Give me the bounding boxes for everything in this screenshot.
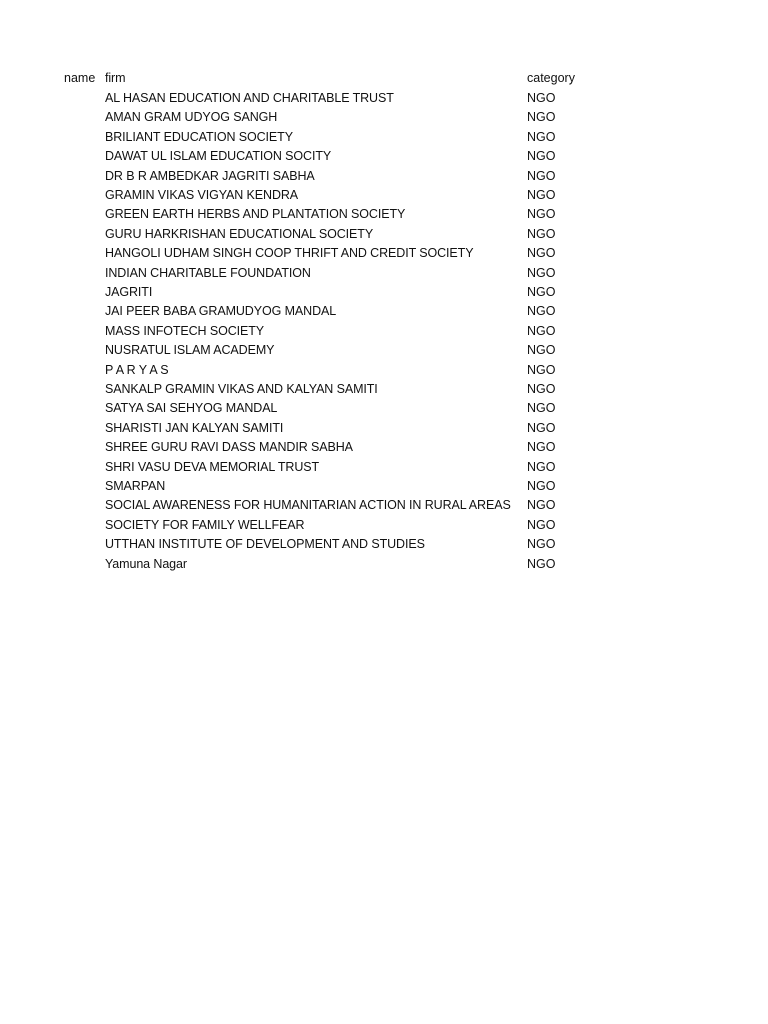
category-cell: NGO bbox=[527, 479, 556, 493]
table-row bbox=[0, 128, 768, 147]
table-row bbox=[0, 458, 768, 477]
firm-cell: SOCIETY FOR FAMILY WELLFEAR bbox=[105, 517, 305, 532]
firm-cell: UTTHAN INSTITUTE OF DEVELOPMENT AND STUDIES bbox=[105, 537, 425, 552]
firm-cell: AMAN GRAM UDYOG SANGH bbox=[105, 110, 278, 125]
table-row bbox=[0, 264, 768, 283]
table-row bbox=[0, 89, 768, 108]
category-cell: NGO bbox=[527, 382, 556, 396]
category-cell: NGO bbox=[527, 517, 556, 532]
category-cell: NGO bbox=[527, 498, 556, 513]
firm-cell: JAI PEER BABA GRAMUDYOG MANDAL bbox=[105, 304, 337, 319]
category-cell: NGO bbox=[527, 440, 556, 455]
firm-cell: SHRI VASU DEVA MEMORIAL TRUST bbox=[105, 459, 320, 474]
column-header-category: category bbox=[527, 71, 575, 85]
firm-cell: HANGOLI UDHAM SINGH COOP THRIFT AND CREDIT SOCIETY bbox=[105, 246, 474, 261]
table-row bbox=[0, 283, 768, 302]
category-cell: NGO bbox=[527, 168, 556, 183]
category-cell: NGO bbox=[527, 246, 556, 261]
firm-cell: MASS INFOTECH SOCIETY bbox=[105, 323, 265, 338]
firm-cell: SHARISTI JAN KALYAN SAMITI bbox=[105, 420, 284, 435]
table-row bbox=[0, 496, 768, 515]
firm-cell: SOCIAL AWARENESS FOR HUMANITARIAN ACTION IN RURAL AREAS bbox=[105, 498, 511, 513]
firm-cell: BRILIANT EDUCATION SOCIETY bbox=[105, 129, 293, 144]
table-row bbox=[0, 167, 768, 186]
header-row bbox=[0, 69, 768, 88]
firm-cell: SHREE GURU RAVI DASS MANDIR SABHA bbox=[105, 440, 353, 455]
category-cell: NGO bbox=[527, 149, 556, 164]
category-cell: NGO bbox=[527, 323, 556, 338]
category-cell: NGO bbox=[527, 362, 556, 377]
firm-cell: DAWAT UL ISLAM EDUCATION SOCITY bbox=[105, 149, 332, 164]
category-cell: NGO bbox=[527, 556, 556, 571]
table-row bbox=[0, 516, 768, 535]
table-row bbox=[0, 361, 768, 380]
category-cell: NGO bbox=[527, 537, 556, 552]
category-cell: NGO bbox=[527, 265, 556, 280]
category-cell: NGO bbox=[527, 285, 556, 299]
table-row bbox=[0, 341, 768, 360]
table-row bbox=[0, 535, 768, 554]
column-header-firm: firm bbox=[105, 71, 126, 85]
firm-cell: INDIAN CHARITABLE FOUNDATION bbox=[105, 265, 311, 280]
category-cell: NGO bbox=[527, 420, 556, 435]
table-row bbox=[0, 477, 768, 496]
table-row bbox=[0, 244, 768, 263]
table-row bbox=[0, 419, 768, 438]
firm-cell: GRAMIN VIKAS VIGYAN KENDRA bbox=[105, 188, 299, 202]
category-cell: NGO bbox=[527, 129, 556, 144]
firm-cell: SMARPAN bbox=[105, 479, 166, 493]
firm-cell: SANKALP GRAMIN VIKAS AND KALYAN SAMITI bbox=[105, 382, 378, 396]
firm-cell: GREEN EARTH HERBS AND PLANTATION SOCIETY bbox=[105, 207, 406, 222]
firm-cell: NUSRATUL ISLAM ACADEMY bbox=[105, 343, 275, 358]
table-row bbox=[0, 225, 768, 244]
category-cell: NGO bbox=[527, 207, 556, 222]
table-row bbox=[0, 186, 768, 205]
category-cell: NGO bbox=[527, 110, 556, 125]
table-row bbox=[0, 438, 768, 457]
table-row bbox=[0, 399, 768, 418]
category-cell: NGO bbox=[527, 304, 556, 319]
firm-cell: JAGRITI bbox=[105, 285, 153, 299]
table-row bbox=[0, 302, 768, 321]
category-cell: NGO bbox=[527, 343, 556, 358]
firm-cell: SATYA SAI SEHYOG MANDAL bbox=[105, 401, 278, 416]
category-cell: NGO bbox=[527, 459, 556, 474]
table-row bbox=[0, 108, 768, 127]
firm-cell: Yamuna Nagar bbox=[105, 556, 187, 571]
category-cell: NGO bbox=[527, 91, 556, 105]
category-cell: NGO bbox=[527, 188, 556, 202]
table-row bbox=[0, 322, 768, 341]
firm-cell: P A R Y A S bbox=[105, 362, 169, 377]
table-row bbox=[0, 380, 768, 399]
table-row bbox=[0, 147, 768, 166]
category-cell: NGO bbox=[527, 401, 556, 416]
table-row bbox=[0, 555, 768, 574]
category-cell: NGO bbox=[527, 226, 556, 241]
column-header-name: name bbox=[64, 71, 96, 85]
table-row bbox=[0, 205, 768, 224]
firm-cell: AL HASAN EDUCATION AND CHARITABLE TRUST bbox=[105, 91, 394, 105]
firm-cell: DR B R AMBEDKAR JAGRITI SABHA bbox=[105, 168, 315, 183]
firm-cell: GURU HARKRISHAN EDUCATIONAL SOCIETY bbox=[105, 226, 374, 241]
